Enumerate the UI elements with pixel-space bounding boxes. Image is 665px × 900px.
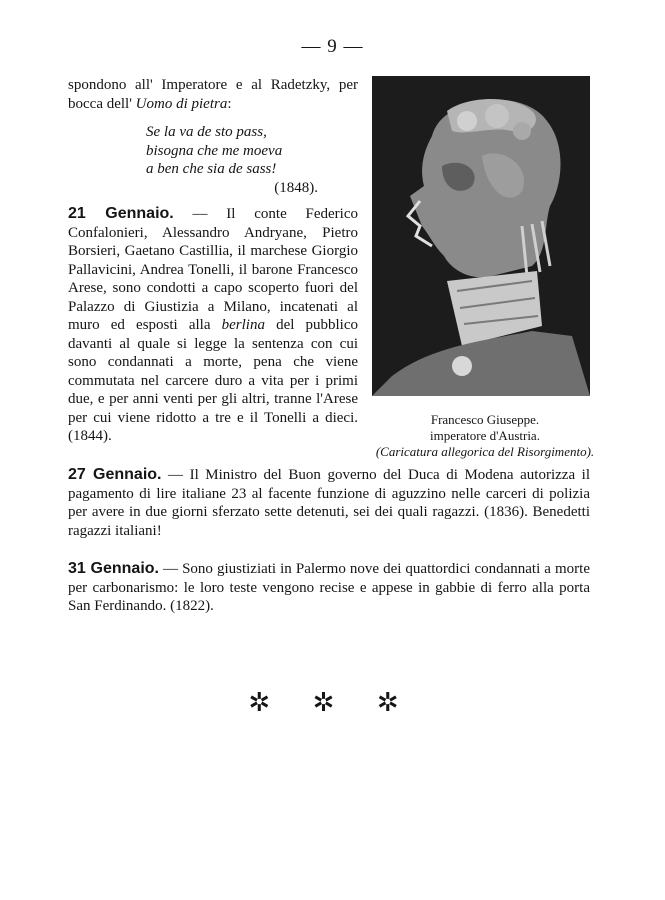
intro-text: spondono all' Imperatore e al Radetzky, per bocca dell' <box>68 77 358 112</box>
entry-21-gennaio <box>68 205 358 446</box>
entry-text-end: del pubblico davanti al quale si legge la sentenza con cui sono condannati a morte, pena che viene commutata nel carcere duro a vita per i primi due, e per anni venti per gli altri, tranne l'Arese per cui viene ridotto a tre e il Tonelli a dieci. (1844). <box>68 317 359 444</box>
entry-27-gennaio <box>68 466 590 540</box>
verse-line: Se la va de sto pass, <box>146 124 267 140</box>
left-column <box>68 76 358 446</box>
intro-text-end: : <box>227 95 232 112</box>
entry-text: — Sono giustiziati in Palermo nove dei quattordici condannati a morte per carbonarismo: le loro teste vengono recise e appese in gabbie di ferro alla porta San Ferdinando. (1822). <box>68 561 590 614</box>
ornament-stars: ✲ ✲ ✲ <box>248 688 417 717</box>
verse <box>146 123 358 197</box>
entry-date: 21 Gennaio. <box>68 205 174 222</box>
figure-caption <box>360 412 610 460</box>
caricature-image <box>372 76 590 396</box>
verse-date: (1848). <box>274 179 318 196</box>
entry-text: — Il conte Federico Confalonieri, Alessandro Andryane, Pietro Borsieri, Gaetano Castillia, il marchese Giorgio Pallavicini, Andrea Tonelli, il barone Francesco Arese, sono condotti a capo scoperto fuori del Palazzo di Giustizia a Milano, incatenati al muro ed esposti alla <box>68 206 358 333</box>
caricature-illustration <box>372 76 590 396</box>
entry-date: 31 Gennaio. <box>68 560 159 577</box>
caption-line: Francesco Giuseppe. <box>430 412 540 427</box>
entry-31-gennaio <box>68 560 590 616</box>
caption-line-italic: (Caricatura allegorica del Risorgimento). <box>375 444 595 459</box>
intro-paragraph <box>68 76 358 113</box>
verse-line: a ben che sia de sass! <box>146 161 277 177</box>
entry-italic: berlina <box>221 317 265 333</box>
entry-text: — Il Ministro del Buon governo del Duca di Modena autorizza il pagamento di lire italiane 23 al facente funzione di aguzzino nelle carceri di polizia per avere in due giorni sferzato sette detenuti, sei dei quali ragazzi. (1836). Benedetti ragazzi italiani! <box>68 467 590 539</box>
caption-line: imperatore d'Austria. <box>430 428 540 443</box>
verse-line: bisogna che me moeva <box>146 142 283 159</box>
page-number: — 9 — <box>301 36 364 57</box>
intro-italic: Uomo di pietra <box>135 95 228 112</box>
entry-date: 27 Gennaio. <box>68 466 162 483</box>
